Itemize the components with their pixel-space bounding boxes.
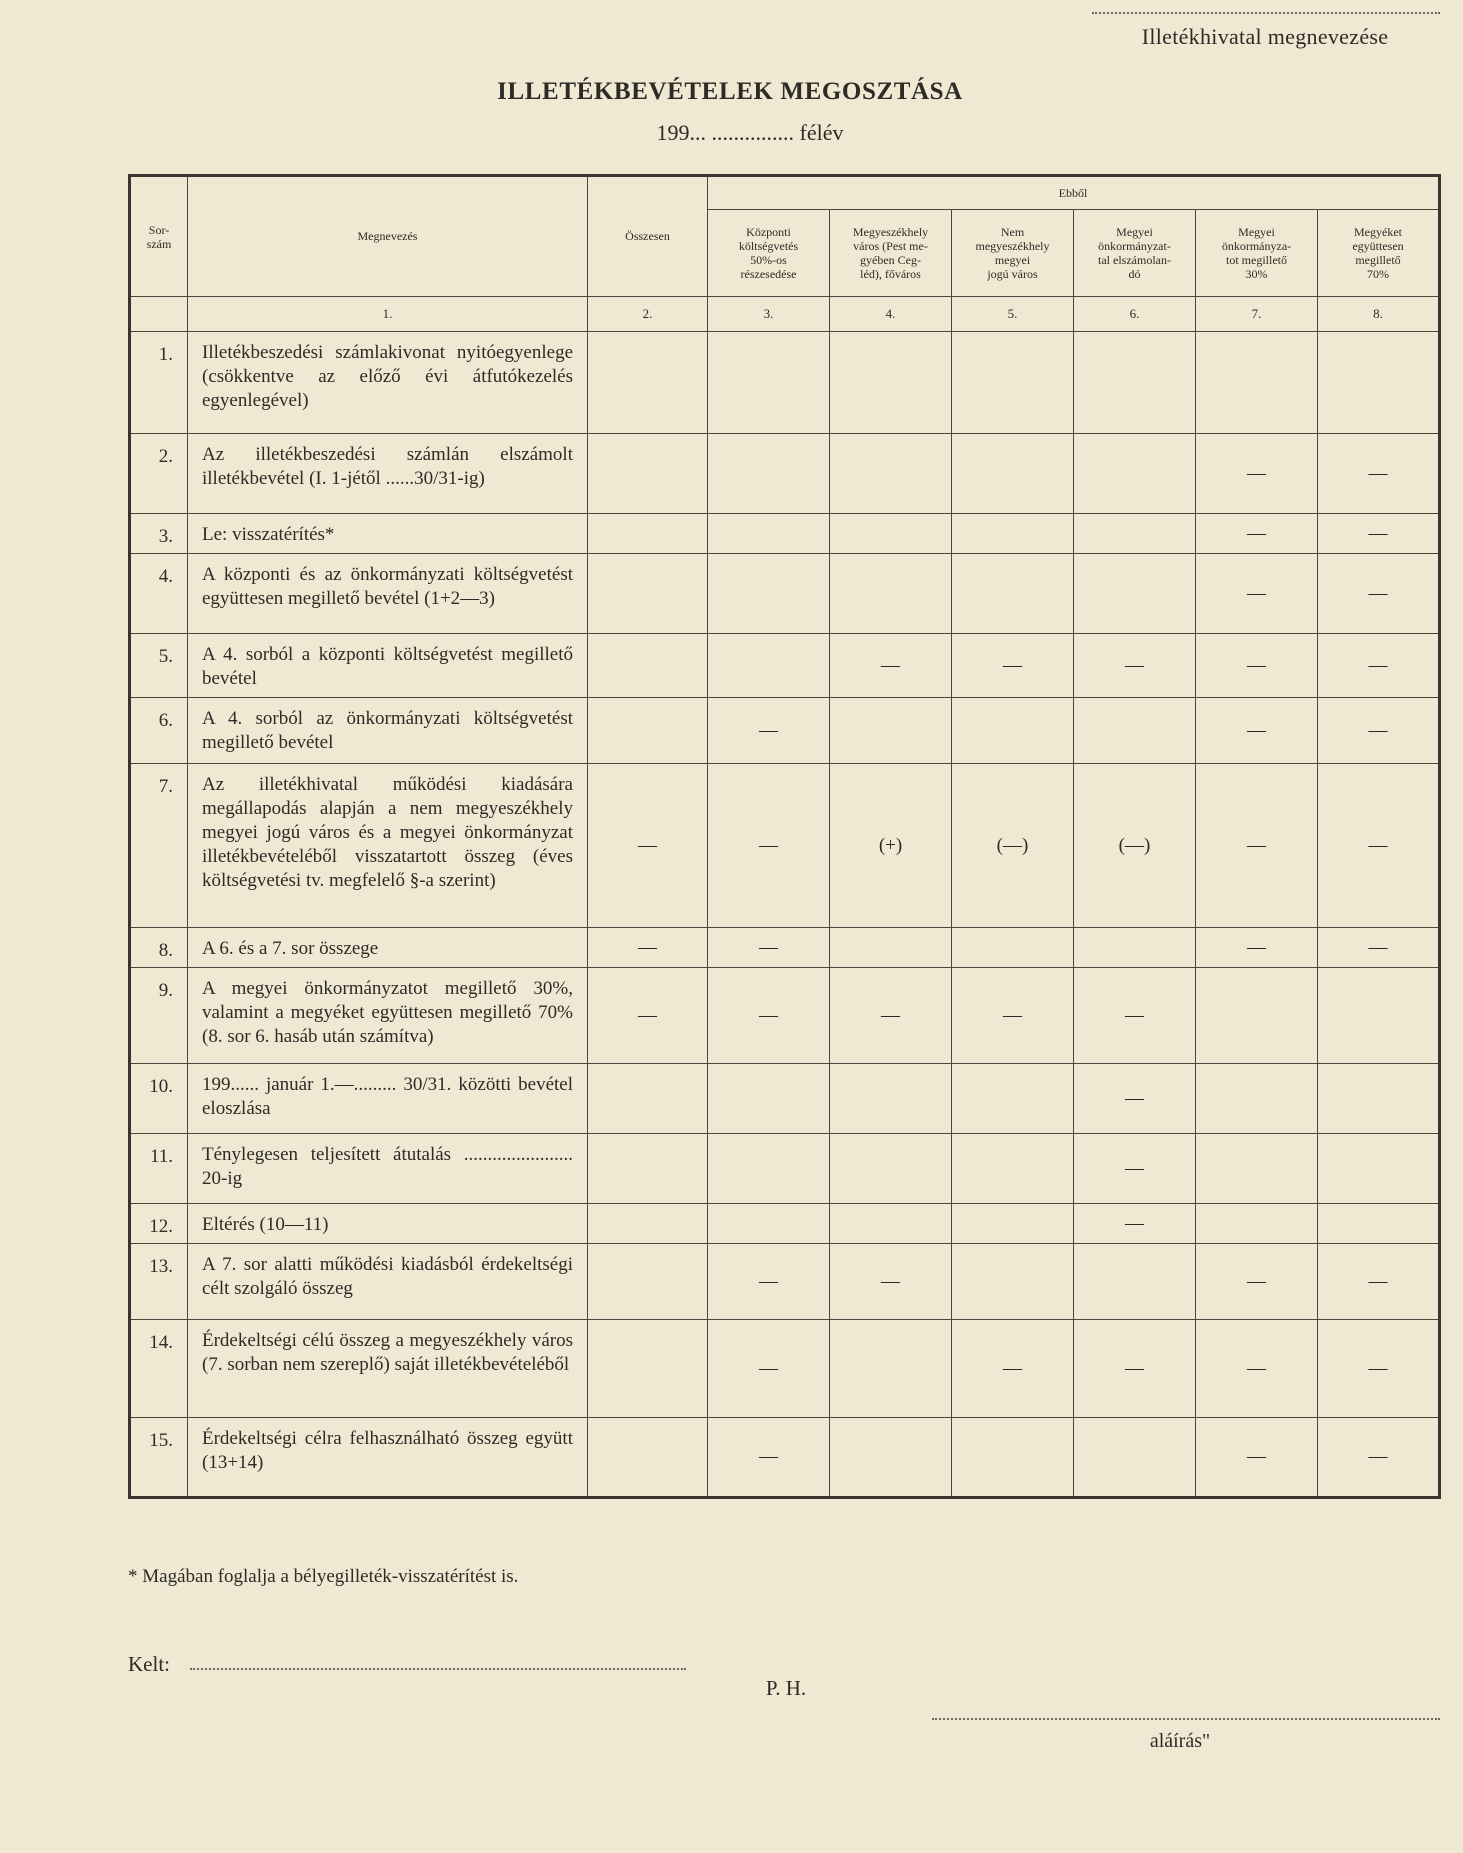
table-cell-empty <box>1196 968 1318 1064</box>
col-group-ebbol: Ebből <box>708 176 1440 210</box>
table-cell-empty <box>1074 1418 1196 1498</box>
row-number: 7. <box>130 764 188 928</box>
col-header-megyeszekhely: Megyeszékhely város (Pest me- gyében Ceg- léd), főváros <box>830 210 952 297</box>
row-label: 199...... január 1.—......... 30/31. közötti bevétel eloszlása <box>188 1064 588 1134</box>
col-header-megyek-70: Megyéket együttesen megillető 70% <box>1318 210 1440 297</box>
table-row <box>130 1320 1440 1418</box>
table-cell-empty <box>830 1204 952 1244</box>
table-cell: — <box>1318 1320 1440 1418</box>
table-cell: — <box>1074 634 1196 698</box>
table-cell-empty <box>952 1244 1074 1320</box>
table-cell: — <box>1196 1244 1318 1320</box>
row-label: Ténylegesen teljesített átutalás ....................... 20-ig <box>188 1134 588 1204</box>
table-cell-empty <box>1318 1204 1440 1244</box>
table-cell: — <box>1318 514 1440 554</box>
row-number: 2. <box>130 434 188 514</box>
row-label: A 4. sorból a központi költségvetést megillető bevétel <box>188 634 588 698</box>
table-cell: — <box>708 1418 830 1498</box>
table-cell: (+) <box>830 764 952 928</box>
column-number: 7. <box>1196 297 1318 332</box>
row-label: Az illetékhivatal működési kiadására megállapodás alapján a nem megyeszékhely megyei jogú város és a megyei önkormányzat illetékbevételéből visszatartott összeg (éves költségvetési tv. megfelelő §-a szerint) <box>188 764 588 928</box>
row-label: Illetékbeszedési számlakivonat nyitóegyenlege (csökkentve az előző évi átfutókezelés egyenlegével) <box>188 332 588 434</box>
date-line <box>190 1668 686 1670</box>
column-number: 2. <box>588 297 708 332</box>
table-cell-empty <box>1074 554 1196 634</box>
col-header-nem-megyeszekhely: Nem megyeszékhely megyei jogú város <box>952 210 1074 297</box>
table-cell: — <box>1074 1134 1196 1204</box>
table-cell-empty <box>1196 332 1318 434</box>
table-row <box>130 1418 1440 1498</box>
table-cell: — <box>952 968 1074 1064</box>
row-label: A megyei önkormányzatot megillető 30%, valamint a megyéket együttesen megillető 70% (8. sor 6. hasáb után számítva) <box>188 968 588 1064</box>
column-number: 6. <box>1074 297 1196 332</box>
row-label: Eltérés (10—11) <box>188 1204 588 1244</box>
table-cell: — <box>1318 1418 1440 1498</box>
form-title: ILLETÉKBEVÉTELEK MEGOSZTÁSA <box>497 78 963 105</box>
table-cell-empty <box>588 698 708 764</box>
row-number: 11. <box>130 1134 188 1204</box>
table-cell-empty <box>1074 1244 1196 1320</box>
table-cell-empty <box>588 1134 708 1204</box>
column-number: 5. <box>952 297 1074 332</box>
table-cell-empty <box>588 332 708 434</box>
table-row <box>130 1064 1440 1134</box>
row-number: 4. <box>130 554 188 634</box>
table-cell: — <box>1196 434 1318 514</box>
table-cell: — <box>1074 968 1196 1064</box>
table-cell-empty <box>708 434 830 514</box>
table-cell: — <box>830 1244 952 1320</box>
table-cell: — <box>1074 1064 1196 1134</box>
table-cell-empty <box>830 698 952 764</box>
table-cell: — <box>952 634 1074 698</box>
row-number: 10. <box>130 1064 188 1134</box>
table-cell-empty <box>952 554 1074 634</box>
column-number: 8. <box>1318 297 1440 332</box>
table-cell-empty <box>830 514 952 554</box>
table-cell-empty <box>588 1244 708 1320</box>
table-cell-empty <box>952 698 1074 764</box>
table-cell: — <box>1318 1244 1440 1320</box>
table-cell: — <box>1196 1418 1318 1498</box>
table-row <box>130 1244 1440 1320</box>
table-cell-empty <box>588 514 708 554</box>
table-cell-empty <box>830 1134 952 1204</box>
table-cell-empty <box>952 1134 1074 1204</box>
table-cell: — <box>1196 1320 1318 1418</box>
table-cell-empty <box>588 1320 708 1418</box>
table-cell: — <box>708 764 830 928</box>
table-cell-empty <box>952 1204 1074 1244</box>
table-cell: — <box>1196 764 1318 928</box>
table-cell: — <box>952 1320 1074 1418</box>
table-cell-empty <box>952 1064 1074 1134</box>
table-cell-empty <box>1318 332 1440 434</box>
row-label: Érdekeltségi célú összeg a megyeszékhely város (7. sorban nem szereplő) saját illetékbevételéből <box>188 1320 588 1418</box>
table-cell-empty <box>952 928 1074 968</box>
table-cell: — <box>1196 928 1318 968</box>
row-number: 15. <box>130 1418 188 1498</box>
table-cell: — <box>708 698 830 764</box>
table-cell: — <box>1196 698 1318 764</box>
table-cell-empty <box>708 514 830 554</box>
table-cell-empty <box>952 514 1074 554</box>
table-cell-empty <box>1074 434 1196 514</box>
table-cell: — <box>708 928 830 968</box>
table-cell-empty <box>588 1418 708 1498</box>
table-row <box>130 968 1440 1064</box>
table-cell: — <box>588 764 708 928</box>
col-header-megyei-30: Megyei önkormányza- tot megillető 30% <box>1196 210 1318 297</box>
table-row <box>130 634 1440 698</box>
table-cell-empty <box>588 634 708 698</box>
table-row <box>130 514 1440 554</box>
table-cell: — <box>708 1320 830 1418</box>
table-cell-empty <box>588 1064 708 1134</box>
table-row <box>130 1204 1440 1244</box>
table-cell: (—) <box>1074 764 1196 928</box>
row-number: 3. <box>130 514 188 554</box>
table-cell: — <box>708 1244 830 1320</box>
table-cell-empty <box>830 434 952 514</box>
table-cell-empty <box>588 434 708 514</box>
table-cell-empty <box>708 554 830 634</box>
row-number: 8. <box>130 928 188 968</box>
row-label: A 4. sorból az önkormányzati költségvetést megillető bevétel <box>188 698 588 764</box>
table-cell: — <box>1318 698 1440 764</box>
table-row <box>130 1134 1440 1204</box>
table-row <box>130 698 1440 764</box>
row-number: 6. <box>130 698 188 764</box>
date-label: Kelt: <box>128 1652 170 1676</box>
column-number-row <box>130 297 1440 332</box>
table-cell: — <box>1196 634 1318 698</box>
office-name-line <box>1092 12 1440 14</box>
table-cell-empty <box>1074 698 1196 764</box>
col-header-osszesen: Összesen <box>588 176 708 297</box>
table-cell-empty <box>830 554 952 634</box>
col-header-megyei-elszamolando: Megyei önkormányzat- tal elszámolan- dó <box>1074 210 1196 297</box>
signature-label: aláírás" <box>1149 1730 1211 1752</box>
table-cell-empty <box>1196 1134 1318 1204</box>
table-cell-empty <box>1318 1134 1440 1204</box>
signature-line <box>932 1718 1440 1720</box>
footnote: * Magában foglalja a bélyegilleték-visszatérítést is. <box>128 1566 519 1587</box>
table-cell-empty <box>588 554 708 634</box>
table-cell-empty <box>1196 1204 1318 1244</box>
table-cell: — <box>1196 514 1318 554</box>
column-number: 1. <box>188 297 588 332</box>
row-label: A 6. és a 7. sor összege <box>188 928 588 968</box>
table-cell: — <box>1318 928 1440 968</box>
table-cell-empty <box>952 332 1074 434</box>
table-row <box>130 764 1440 928</box>
row-number: 1. <box>130 332 188 434</box>
col-header-sor: Sor- szám <box>130 176 188 297</box>
table-cell-empty <box>708 1204 830 1244</box>
row-number: 13. <box>130 1244 188 1320</box>
table-cell-empty <box>830 1064 952 1134</box>
period-line: 199... ............... félév <box>656 120 844 145</box>
office-name-label: Illetékhivatal megnevezése <box>1141 24 1389 49</box>
table-cell-empty <box>1074 928 1196 968</box>
table-cell: — <box>1318 554 1440 634</box>
table-cell: — <box>1318 764 1440 928</box>
stamp-label: P. H. <box>765 1676 807 1700</box>
row-label: A központi és az önkormányzati költségvetést együttesen megillető bevétel (1+2—3) <box>188 554 588 634</box>
table-cell-empty <box>830 928 952 968</box>
table-cell-empty <box>1196 1064 1318 1134</box>
table-cell: — <box>1196 554 1318 634</box>
table-cell-empty <box>830 1320 952 1418</box>
table-row <box>130 554 1440 634</box>
table-row <box>130 928 1440 968</box>
revenue-sharing-table <box>128 174 1441 1499</box>
row-label: A 7. sor alatti működési kiadásból érdekeltségi célt szolgáló összeg <box>188 1244 588 1320</box>
table-cell: — <box>708 968 830 1064</box>
table-cell-empty <box>708 1134 830 1204</box>
table-cell-empty <box>1318 968 1440 1064</box>
table-cell-empty <box>1074 332 1196 434</box>
row-number: 12. <box>130 1204 188 1244</box>
column-number-blank <box>130 297 188 332</box>
table-cell: — <box>588 928 708 968</box>
table-cell: — <box>588 968 708 1064</box>
table-cell: — <box>1318 434 1440 514</box>
table-cell: — <box>1074 1320 1196 1418</box>
table-cell-empty <box>708 332 830 434</box>
column-number: 3. <box>708 297 830 332</box>
column-number: 4. <box>830 297 952 332</box>
row-label: Érdekeltségi célra felhasználható összeg együtt (13+14) <box>188 1418 588 1498</box>
table-cell-empty <box>830 1418 952 1498</box>
table-cell-empty <box>588 1204 708 1244</box>
row-label: Le: visszatérítés* <box>188 514 588 554</box>
table-cell-empty <box>952 1418 1074 1498</box>
table-cell: — <box>1074 1204 1196 1244</box>
table-cell-empty <box>1074 514 1196 554</box>
row-number: 14. <box>130 1320 188 1418</box>
row-number: 5. <box>130 634 188 698</box>
table-cell-empty <box>1318 1064 1440 1134</box>
table-row <box>130 434 1440 514</box>
table-cell: — <box>830 634 952 698</box>
table-cell: (—) <box>952 764 1074 928</box>
table-cell-empty <box>830 332 952 434</box>
table-cell-empty <box>708 634 830 698</box>
row-label: Az illetékbeszedési számlán elszámolt illetékbevétel (I. 1-jétől ......30/31-ig) <box>188 434 588 514</box>
table-cell: — <box>830 968 952 1064</box>
table-row <box>130 332 1440 434</box>
row-number: 9. <box>130 968 188 1064</box>
table-cell-empty <box>952 434 1074 514</box>
col-header-kozponti: Központi költségvetés 50%-os részesedése <box>708 210 830 297</box>
table-cell-empty <box>708 1064 830 1134</box>
table-cell: — <box>1318 634 1440 698</box>
col-header-megnevezes: Megnevezés <box>188 176 588 297</box>
